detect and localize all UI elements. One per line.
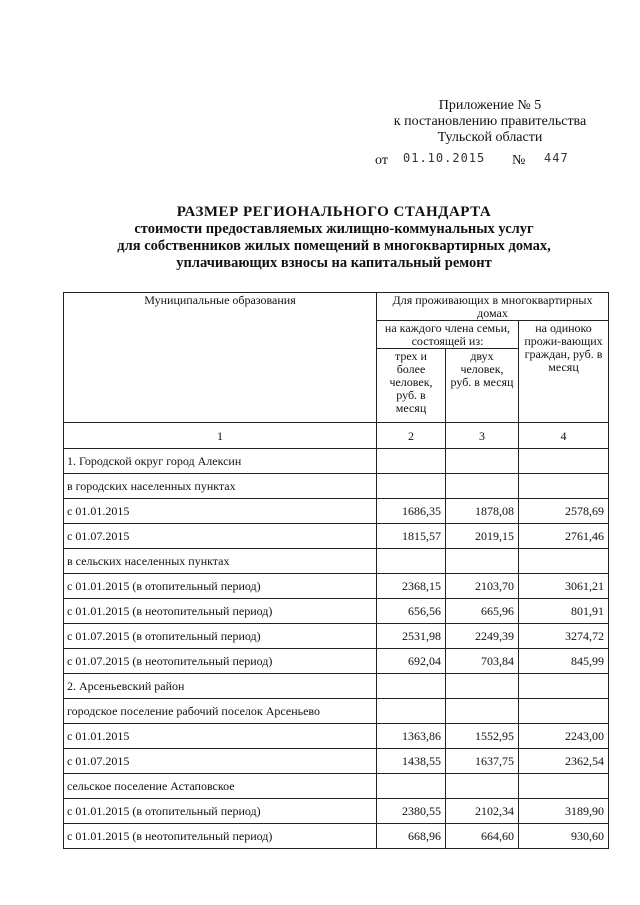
table-row <box>64 649 609 674</box>
value-three-more: 1363,86 <box>377 724 446 749</box>
title-line-4: уплачивающих взносы на капитальный ремонт <box>176 255 492 271</box>
document-title <box>60 204 608 272</box>
value-three-more: 692,04 <box>377 649 446 674</box>
header-per-member: на каждого члена семьи, состоящей из: <box>377 321 519 349</box>
number-label: № <box>512 153 526 168</box>
row-label: с 01.01.2015 <box>64 724 377 749</box>
row-label: с 01.07.2015 <box>64 524 377 549</box>
document-number: 447 <box>544 151 569 165</box>
row-label: с 01.01.2015 (в неотопительный период) <box>64 599 377 624</box>
value-single <box>519 449 609 474</box>
value-single: 3274,72 <box>519 624 609 649</box>
row-label: с 01.01.2015 (в неотопительный период) <box>64 824 377 849</box>
table-row <box>64 624 609 649</box>
value-two-persons: 2249,39 <box>446 624 519 649</box>
title-line-1: РАЗМЕР РЕГИОНАЛЬНОГО СТАНДАРТА <box>176 204 492 220</box>
row-label: с 01.07.2015 (в отопительный период) <box>64 624 377 649</box>
column-number: 4 <box>519 423 609 449</box>
appendix-line-1: Приложение № 5 <box>438 98 542 113</box>
table-row <box>64 749 609 774</box>
header-three-more: трех и более человек, руб. в месяц <box>377 349 446 423</box>
value-single: 3061,21 <box>519 574 609 599</box>
table-row <box>64 599 609 624</box>
header-municipal: Муниципальные образования <box>64 293 377 423</box>
value-two-persons <box>446 474 519 499</box>
value-two-persons: 2103,70 <box>446 574 519 599</box>
table-row <box>64 824 609 849</box>
row-label: с 01.01.2015 (в отопительный период) <box>64 574 377 599</box>
value-three-more <box>377 699 446 724</box>
date-prefix-label: от <box>375 153 388 168</box>
value-two-persons <box>446 774 519 799</box>
value-single <box>519 699 609 724</box>
title-line-3: для собственников жилых помещений в многоквартирных домах, <box>117 238 551 254</box>
value-two-persons <box>446 699 519 724</box>
value-single <box>519 674 609 699</box>
table-row <box>64 699 609 724</box>
row-label: 1. Городской округ город Алексин <box>64 449 377 474</box>
value-three-more: 2380,55 <box>377 799 446 824</box>
value-two-persons <box>446 674 519 699</box>
value-two-persons: 1878,08 <box>446 499 519 524</box>
table-row <box>64 574 609 599</box>
column-number: 3 <box>446 423 519 449</box>
table-row <box>64 499 609 524</box>
value-three-more: 1686,35 <box>377 499 446 524</box>
column-number: 2 <box>377 423 446 449</box>
table-row <box>64 774 609 799</box>
value-two-persons <box>446 449 519 474</box>
value-single: 801,91 <box>519 599 609 624</box>
value-single <box>519 774 609 799</box>
table-row <box>64 724 609 749</box>
value-two-persons: 703,84 <box>446 649 519 674</box>
appendix-block <box>380 98 600 146</box>
header-single: на одиноко прожи-вающих граждан, руб. в месяц <box>519 321 609 423</box>
value-single: 2761,46 <box>519 524 609 549</box>
value-single: 2578,69 <box>519 499 609 524</box>
row-label: 2. Арсеньевский район <box>64 674 377 699</box>
value-three-more: 1815,57 <box>377 524 446 549</box>
value-two-persons <box>446 549 519 574</box>
value-three-more <box>377 449 446 474</box>
row-label: с 01.01.2015 (в отопительный период) <box>64 799 377 824</box>
value-two-persons: 1552,95 <box>446 724 519 749</box>
row-label: с 01.07.2015 <box>64 749 377 774</box>
table-row <box>64 799 609 824</box>
value-three-more: 2531,98 <box>377 624 446 649</box>
document-date: 01.10.2015 <box>403 151 486 165</box>
value-three-more: 1438,55 <box>377 749 446 774</box>
table-row <box>64 449 609 474</box>
header-for-residents: Для проживающих в многоквартирных домах <box>377 293 609 321</box>
title-line-2: стоимости предоставляемых жилищно-коммунальных услуг <box>134 221 534 237</box>
table-row <box>64 549 609 574</box>
value-three-more <box>377 549 446 574</box>
value-single: 930,60 <box>519 824 609 849</box>
header-two-persons: двух человек, руб. в месяц <box>446 349 519 423</box>
value-two-persons: 1637,75 <box>446 749 519 774</box>
row-label: с 01.01.2015 <box>64 499 377 524</box>
table-row <box>64 474 609 499</box>
value-two-persons: 2102,34 <box>446 799 519 824</box>
standard-cost-table <box>63 292 609 849</box>
column-number-row <box>64 423 609 449</box>
value-two-persons: 664,60 <box>446 824 519 849</box>
table-row <box>64 524 609 549</box>
row-label: сельское поселение Астаповское <box>64 774 377 799</box>
value-three-more: 668,96 <box>377 824 446 849</box>
value-single: 845,99 <box>519 649 609 674</box>
value-single <box>519 549 609 574</box>
value-two-persons: 2019,15 <box>446 524 519 549</box>
value-single <box>519 474 609 499</box>
row-label: городское поселение рабочий поселок Арсеньево <box>64 699 377 724</box>
value-single: 2243,00 <box>519 724 609 749</box>
value-single: 3189,90 <box>519 799 609 824</box>
appendix-line-2: к постановлению правительства <box>393 114 587 129</box>
appendix-line-3: Тульской области <box>437 130 543 145</box>
value-three-more: 2368,15 <box>377 574 446 599</box>
value-three-more <box>377 674 446 699</box>
value-two-persons: 665,96 <box>446 599 519 624</box>
value-three-more <box>377 474 446 499</box>
row-label: в городских населенных пунктах <box>64 474 377 499</box>
value-three-more: 656,56 <box>377 599 446 624</box>
row-label: с 01.07.2015 (в неотопительный период) <box>64 649 377 674</box>
value-single: 2362,54 <box>519 749 609 774</box>
value-three-more <box>377 774 446 799</box>
column-number: 1 <box>64 423 377 449</box>
row-label: в сельских населенных пунктах <box>64 549 377 574</box>
table-row <box>64 674 609 699</box>
